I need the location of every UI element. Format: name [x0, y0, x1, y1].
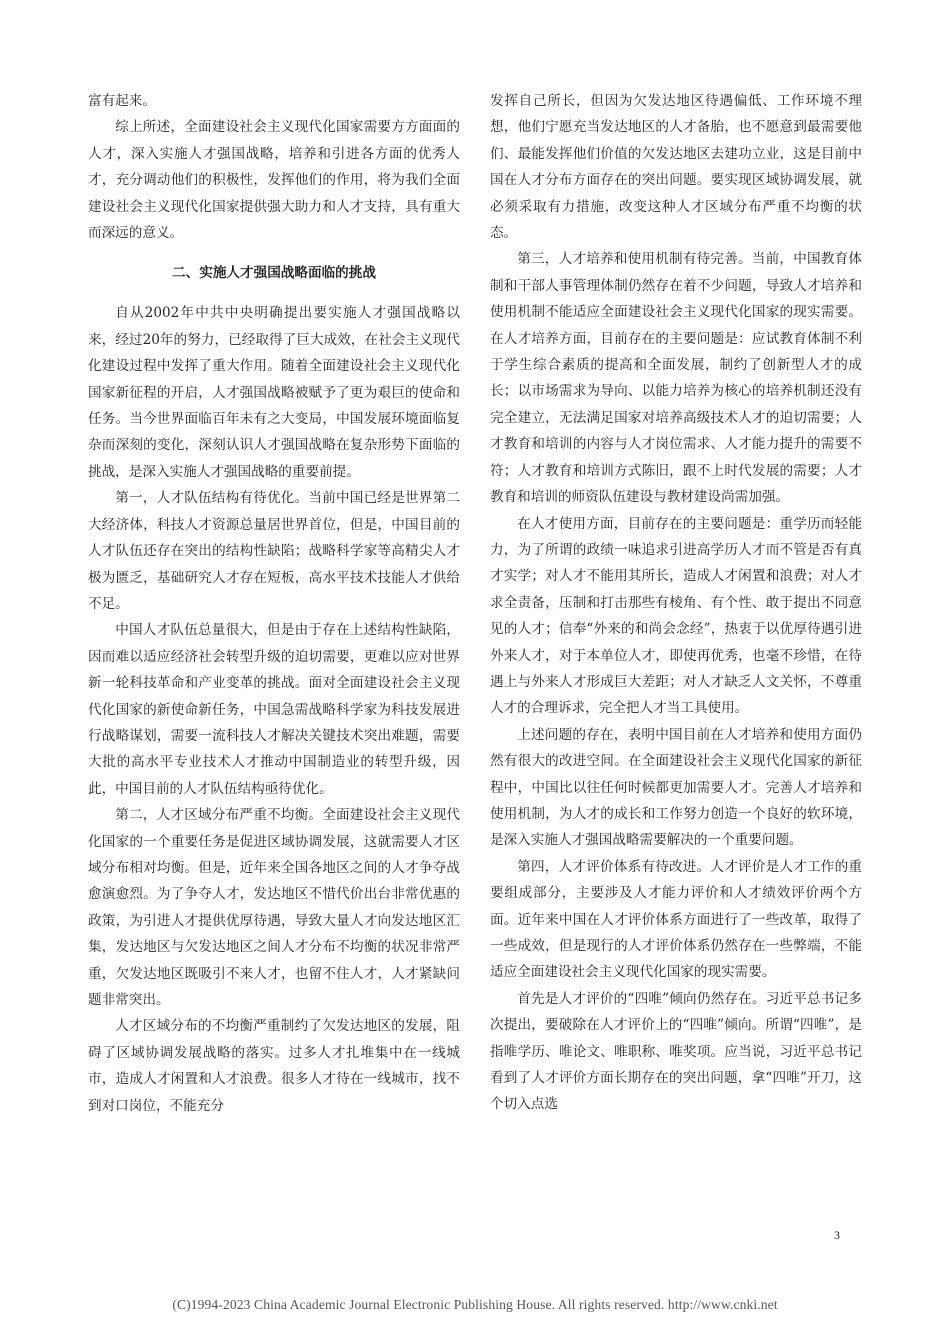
- right-column: [490, 88, 862, 1118]
- paragraph: 人才区域分布的不均衡严重制约了欠发达地区的发展，阻碍了区域协调发展战略的落实。过多人才扎堆集中在一线城市，造成人才闲置和人才浪费。很多人才待在一线城市，找不到对口岗位，不能充分: [88, 1018, 460, 1114]
- paragraph: 第二，人才区域分布严重不均衡。全面建设社会主义现代化国家的一个重要任务是促进区域协调发展，这就需要人才区域分布相对均衡。但是，近年来全国各地区之间的人才争夺战愈演愈烈。为了争夺人才，发达地区不惜代价出台非常优惠的政策，为引进人才提供优厚待遇，导致大量人才向发达地区汇集，发达地区与欠发达地区之间人才分布不均衡的状况非常严重，欠发达地区既吸引不来人才，也留不住人才，人才紧缺问题非常突出。: [88, 807, 460, 1008]
- paragraph: 在人才使用方面，目前存在的主要问题是：重学历而轻能力，为了所谓的政绩一味追求引进高学历人才而不管是否有真才实学；对人才不能用其所长，造成人才闲置和浪费；对人才求全责备，压制和打击那些有棱角、有个性、敢于提出不同意见的人才；信奉“外来的和尚会念经”，热衷于以优厚待遇引进外来人才，对于本单位人才，即使再优秀，也毫不珍惜，在待遇上与外来人才形成巨大差距；对人才缺乏人文关怀，不尊重人才的合理诉求，完全把人才当工具使用。: [490, 515, 862, 717]
- paragraph: 第一，人才队伍结构有待优化。当前中国已经是世界第二大经济体，科技人才资源总量居世界首位，但是，中国目前的人才队伍还存在突出的结构性缺陷；战略科学家等高精尖人才极为匮乏，基础研究人才存在短板，高水平技术技能人才供给不足。: [88, 490, 460, 612]
- copyright-footer: (C)1994-2023 China Academic Journal Electronic Publishing House. All rights reserved. http://www.cnki.net: [172, 1297, 778, 1312]
- section-heading: 二、实施人才强国战略面临的挑战: [172, 265, 376, 282]
- paragraph: 综上所述，全面建设社会主义现代化国家需要方方面面的人才，深入实施人才强国战略，培养和引进各方面的优秀人才，充分调动他们的积极性，发挥他们的作用，将为我们全面建设社会主义现代化国家提供强大助力和人才支持，具有重大而深远的意义。: [88, 119, 460, 242]
- paragraph: 第四，人才评价体系有待改进。人才评价是人才工作的重要组成部分，主要涉及人才能力评价和人才绩效评价两个方面。近年来中国在人才评价体系方面进行了一些改革，取得了一些成效，但是现行的人才评价体系仍然存在一些弊端，不能适应全面建设社会主义现代化国家的现实需要。: [490, 858, 862, 981]
- paragraph: 自从2002年中共中央明确提出要实施人才强国战略以来，经过20年的努力，已经取得了巨大成效，在社会主义现代化建设过程中发挥了重大作用。随着全面建设社会主义现代化国家新征程的开启，人才强国战略被赋予了更为艰巨的使命和任务。当今世界面临百年未有之大变局，中国发展环境面临复杂而深刻的变化，深刻认识人才强国战略在复杂形势下面临的挑战，是深入实施人才强国战略的重要前提。: [88, 305, 460, 480]
- paragraph: 第三，人才培养和使用机制有待完善。当前，中国教育体制和干部人事管理体制仍然存在着不少问题，导致人才培养和使用机制不能适应全面建设社会主义现代化国家的现实需要。在人才培养方面，目前存在的主要问题是：应试教育体制不利于学生综合素质的提高和全面发展，制约了创新型人才的成长；以市场需求为导向、以能力培养为核心的培养机制还没有完全建立，无法满足国家对培养高级技术人才的迫切需要；人才教育和培训的内容与人才岗位需求、人才能力提升的需要不符；人才教育和培训方式陈旧，跟不上时代发展的需要；人才教育和培训的师资队伍建设与教材建设尚需加强。: [490, 251, 862, 506]
- page-number: 3: [834, 1228, 840, 1242]
- left-column: [88, 88, 460, 1119]
- paragraph: 发挥自己所长，但因为欠发达地区待遇偏低、工作环境不理想，他们宁愿充当发达地区的人才备胎，也不愿意到最需要他们、最能发挥他们价值的欠发达地区去建功立业，这是目前中国在人才分布方面存在的突出问题。要实现区域协调发展，就必须采取有力措施，改变这种人才区域分布严重不均衡的状态。: [490, 93, 862, 242]
- paragraph: 中国人才队伍总量很大，但是由于存在上述结构性缺陷，因而难以适应经济社会转型升级的迫切需要，更难以应对世界新一轮科技革命和产业变革的挑战。面对全面建设社会主义现代化国家的新使命新任务，中国急需战略科学家为科技发展进行战略谋划，需要一流科技人才解决关键技术突出难题，需要大批的高水平专业技术人才推动中国制造业的转型升级，因此，中国目前的人才队伍结构亟待优化。: [88, 622, 460, 797]
- paragraph: 富有起来。: [88, 93, 156, 109]
- paragraph: 上述问题的存在，表明中国目前在人才培养和使用方面仍然有很大的改进空间。在全面建设社会主义现代化国家的新征程中，中国比以往任何时候都更加需要人才。完善人才培养和使用机制，为人才的成长和工作努力创造一个良好的软环境，是深入实施人才强国战略需要解决的一个重要问题。: [490, 726, 862, 849]
- paragraph: 首先是人才评价的“四唯”倾向仍然存在。习近平总书记多次提出，要破除在人才评价上的“四唯”倾向。所谓“四唯”，是指唯学历、唯论文、唯职称、唯奖项。应当说，习近平总书记看到了人才评价方面长期存在的突出问题，拿“四唯”开刀，这个切入点选: [490, 990, 862, 1113]
